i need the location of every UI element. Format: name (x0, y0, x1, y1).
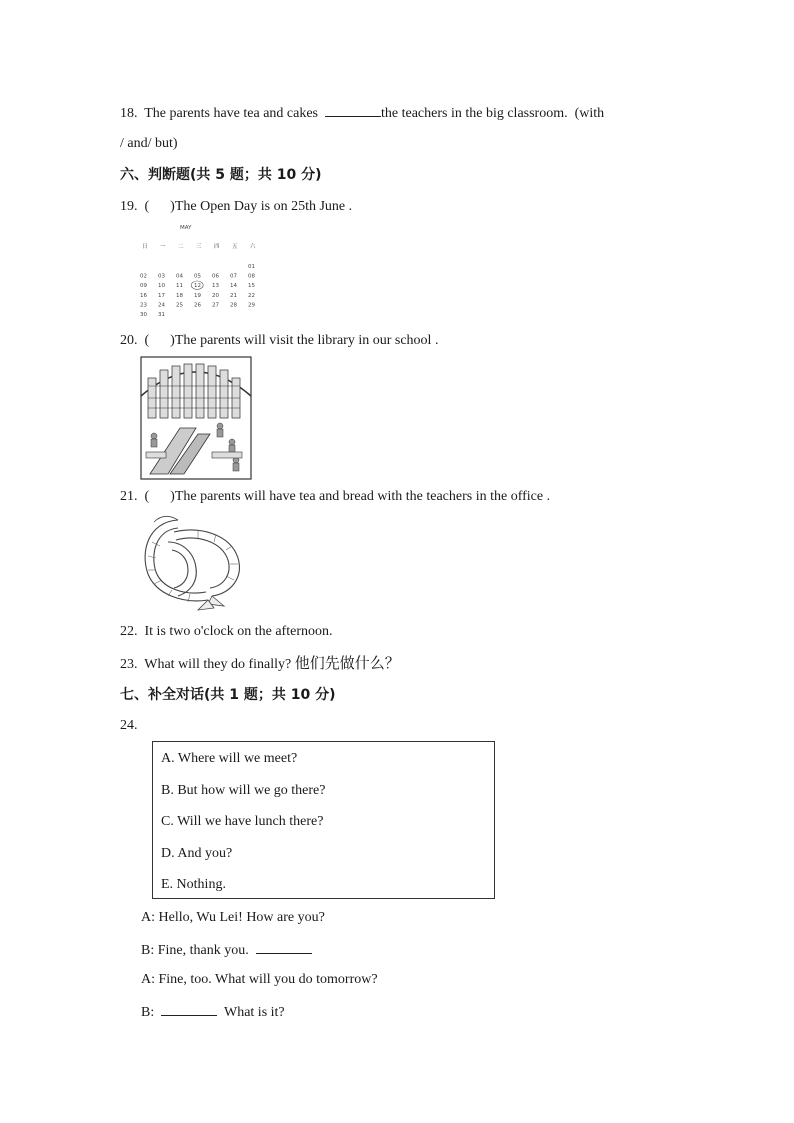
calendar-weekday: 四 (214, 244, 220, 250)
q23-text: What will they do finally? (144, 657, 292, 672)
calendar-weekday: 一 (160, 244, 166, 250)
q18-number: 18. (120, 106, 138, 121)
calendar-day: 05 (194, 273, 201, 280)
calendar-day: 06 (212, 273, 219, 280)
calendar-day: 19 (194, 292, 201, 299)
q18-choices-cont: / and/ but) (120, 136, 178, 151)
option-d: D. And you? (161, 846, 233, 861)
q18-text-before: The parents have tea and cakes (144, 106, 318, 121)
q24-number: 24. (120, 718, 138, 733)
option-c: C. Will we have lunch there? (161, 814, 324, 829)
calendar-weekday: 六 (250, 244, 256, 250)
q21-text: The parents will have tea and bread with the teachers in the office . (174, 489, 551, 504)
calendar-day: 29 (248, 302, 255, 309)
q20-paren[interactable]: ( ) (144, 333, 175, 348)
dialogue-line-3: A: Fine, too. What will you do tomorrow? (141, 972, 378, 987)
dialogue-line-4 (141, 1001, 285, 1023)
calendar-day: 30 (140, 312, 147, 318)
q18-text-after: the teachers in the big classroom. (381, 106, 568, 121)
q20-number: 20. (120, 333, 138, 348)
calendar-image (136, 220, 272, 324)
section6-title: 六、判断题(共 5 题；共 10 分) (120, 167, 322, 183)
q21-number: 21. (120, 489, 138, 504)
calendar-day: 28 (230, 302, 237, 309)
q19-text: The Open Day is on 25th June . (174, 199, 353, 214)
calendar-day: 12 (194, 283, 201, 290)
dialogue-line-4-prefix: B: (141, 1005, 155, 1020)
calendar-weekday: 二 (178, 244, 184, 250)
q21-paren[interactable]: ( ) (144, 489, 175, 504)
q18-choices: (with (574, 106, 605, 121)
q22-line (120, 622, 332, 642)
q23-number: 23. (120, 657, 138, 672)
calendar-weekday: 日 (142, 244, 148, 250)
calendar-day: 04 (176, 273, 183, 280)
options-box (152, 741, 495, 899)
dialogue-line-2 (141, 939, 312, 961)
calendar-day: 20 (212, 292, 219, 299)
q19-line (120, 197, 352, 217)
calendar-day: 31 (158, 312, 165, 318)
calendar-day: 07 (230, 273, 237, 280)
calendar-day: 17 (158, 292, 165, 299)
dialogue-line-1: A: Hello, Wu Lei! How are you? (141, 910, 325, 925)
calendar-day: 25 (176, 302, 183, 309)
calendar-day: 16 (140, 292, 147, 299)
calendar-day: 15 (248, 283, 255, 290)
calendar-day: 10 (158, 283, 165, 290)
option-b: B. But how will we go there? (161, 783, 326, 798)
calendar-day: 14 (230, 283, 237, 290)
calendar-day: 27 (212, 302, 219, 309)
q19-paren[interactable]: ( ) (144, 199, 175, 214)
q19-number: 19. (120, 199, 138, 214)
calendar-day: 11 (176, 283, 183, 290)
calendar-month: MAY (180, 225, 192, 231)
dialogue-blank-2[interactable] (161, 1001, 217, 1016)
q20-text: The parents will visit the library in our school . (174, 333, 439, 348)
q22-number: 22. (120, 624, 138, 639)
calendar-day: 18 (176, 292, 183, 299)
q21-line (120, 487, 550, 507)
q22-text: It is two o'clock on the afternoon. (144, 624, 333, 639)
calendar-day: 23 (140, 302, 147, 309)
dialogue-line-4-suffix: What is it? (223, 1005, 285, 1020)
calendar-day: 21 (230, 292, 237, 299)
calendar-day: 22 (248, 292, 255, 299)
calendar-day: 02 (140, 273, 147, 280)
calendar-day: 09 (140, 283, 147, 290)
calendar-day: 13 (212, 283, 219, 290)
q23-text-cn: 他们先做什么？ (294, 654, 400, 672)
calendar-weekday: 五 (232, 244, 238, 250)
calendar-day: 08 (248, 273, 255, 280)
q20-line (120, 331, 438, 351)
option-e: E. Nothing. (161, 877, 226, 892)
section7-title: 七、补全对话(共 1 题；共 10 分) (120, 687, 336, 703)
q18-answer-blank[interactable] (325, 102, 381, 117)
q18-line1 (120, 102, 604, 124)
library-image (140, 356, 252, 480)
calendar-day: 01 (248, 264, 255, 270)
calendar-weekday: 三 (196, 244, 202, 250)
calendar-day: 26 (194, 302, 201, 309)
dialogue-blank-1[interactable] (256, 939, 312, 954)
option-a: A. Where will we meet? (161, 751, 298, 766)
shrimp-image (138, 512, 248, 612)
q23-line (120, 653, 400, 675)
dialogue-line-2-text: B: Fine, thank you. (141, 943, 249, 958)
calendar-day: 03 (158, 273, 165, 280)
calendar-day: 24 (158, 302, 165, 309)
